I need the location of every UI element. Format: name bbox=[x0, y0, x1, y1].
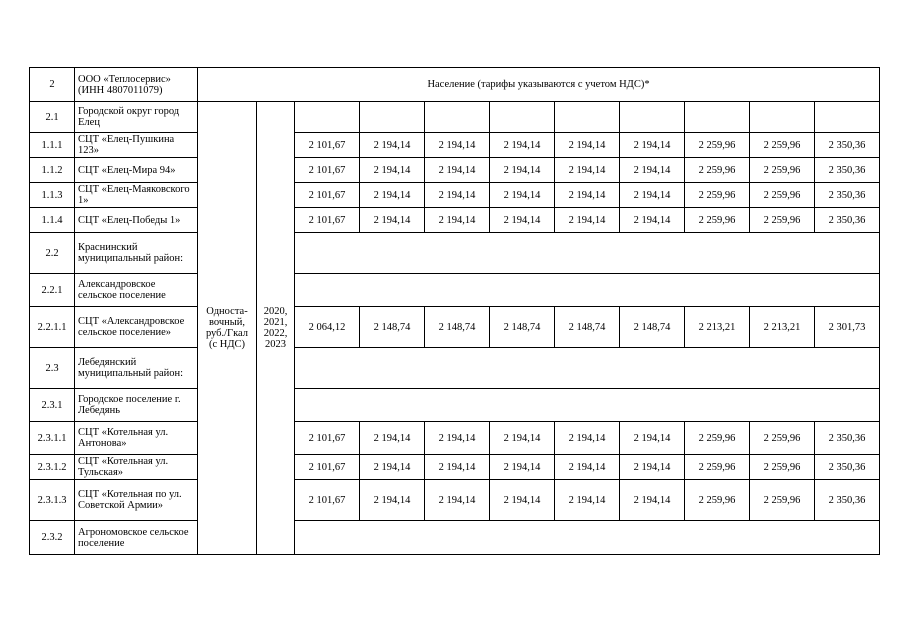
tariff-value-cell: 2 194,14 bbox=[425, 208, 490, 233]
row-number-cell: 2.1 bbox=[30, 102, 75, 133]
tariff-value-cell: 2 259,96 bbox=[750, 455, 815, 480]
table-row bbox=[30, 183, 880, 208]
tariff-value-cell: 2 194,14 bbox=[620, 158, 685, 183]
tariff-value-cell: 2 194,14 bbox=[360, 480, 425, 521]
row-name-cell: Краснинский муниципальный район: bbox=[75, 233, 198, 274]
tariff-value-cell: 2 194,14 bbox=[490, 133, 555, 158]
tariff-value-cell bbox=[490, 102, 555, 133]
tariff-value-cell: 2 259,96 bbox=[685, 480, 750, 521]
table-row bbox=[30, 521, 880, 555]
tariff-value-cell: 2 194,14 bbox=[490, 208, 555, 233]
tariff-value-cell: 2 101,67 bbox=[295, 158, 360, 183]
table-row bbox=[30, 348, 880, 389]
tariff-value-cell bbox=[360, 102, 425, 133]
tariff-value-cell: 2 259,96 bbox=[685, 158, 750, 183]
tariff-value-cell: 2 213,21 bbox=[685, 307, 750, 348]
table-header-row bbox=[30, 68, 880, 102]
tariff-value-cell: 2 194,14 bbox=[555, 480, 620, 521]
tariff-value-cell: 2 194,14 bbox=[555, 422, 620, 455]
tariff-value-cell: 2 148,74 bbox=[555, 307, 620, 348]
tariff-value-cell: 2 194,14 bbox=[620, 133, 685, 158]
tariff-value-cell: 2 194,14 bbox=[555, 183, 620, 208]
row-name-cell: СЦТ «Елец-Мира 94» bbox=[75, 158, 198, 183]
row-name-cell: Александровское сельское поселение bbox=[75, 274, 198, 307]
tariff-value-cell: 2 350,36 bbox=[815, 208, 880, 233]
tariff-value-cell: 2 194,14 bbox=[620, 422, 685, 455]
tariff-value-cell: 2 259,96 bbox=[685, 208, 750, 233]
empty-section-cell bbox=[295, 233, 880, 274]
tariff-value-cell bbox=[750, 102, 815, 133]
tariff-value-cell: 2 194,14 bbox=[360, 183, 425, 208]
tariff-value-cell: 2 350,36 bbox=[815, 455, 880, 480]
tariff-value-cell: 2 194,14 bbox=[490, 455, 555, 480]
tariff-value-cell: 2 194,14 bbox=[360, 158, 425, 183]
row-number-cell: 1.1.1 bbox=[30, 133, 75, 158]
tariff-value-cell: 2 213,21 bbox=[750, 307, 815, 348]
tariff-value-cell: 2 064,12 bbox=[295, 307, 360, 348]
table-row bbox=[30, 480, 880, 521]
tariff-value-cell: 2 259,96 bbox=[750, 422, 815, 455]
tariff-value-cell bbox=[295, 102, 360, 133]
tariff-value-cell: 2 194,14 bbox=[425, 133, 490, 158]
row-name-cell: Лебедянский муниципальный район: bbox=[75, 348, 198, 389]
tariff-value-cell: 2 194,14 bbox=[620, 480, 685, 521]
tariff-value-cell: 2 148,74 bbox=[425, 307, 490, 348]
table-row bbox=[30, 389, 880, 422]
tariff-value-cell: 2 259,96 bbox=[685, 455, 750, 480]
empty-section-cell bbox=[295, 521, 880, 555]
tariff-value-cell bbox=[425, 102, 490, 133]
row-number-cell: 2.3.1.1 bbox=[30, 422, 75, 455]
tariff-value-cell: 2 350,36 bbox=[815, 480, 880, 521]
row-name-cell: Агрономовское сельское поселение bbox=[75, 521, 198, 555]
row-number-cell: 1.1.4 bbox=[30, 208, 75, 233]
tariff-value-cell: 2 101,67 bbox=[295, 208, 360, 233]
tariff-value-cell: 2 194,14 bbox=[490, 422, 555, 455]
tariff-value-cell: 2 148,74 bbox=[360, 307, 425, 348]
table-row bbox=[30, 158, 880, 183]
row-number-cell: 2.3 bbox=[30, 348, 75, 389]
row-name-cell: СЦТ «Котельная ул. Антонова» bbox=[75, 422, 198, 455]
row-name-cell: Городское поселение г. Лебедянь bbox=[75, 389, 198, 422]
row-name-cell: СЦТ «Александровское сельское поселение» bbox=[75, 307, 198, 348]
tariff-type-cell: Односта-вочный, руб./Гкал (с НДС) bbox=[198, 102, 257, 555]
tariff-value-cell bbox=[620, 102, 685, 133]
table-row bbox=[30, 133, 880, 158]
empty-section-cell bbox=[295, 348, 880, 389]
tariff-value-cell: 2 194,14 bbox=[620, 183, 685, 208]
tariff-value-cell: 2 148,74 bbox=[490, 307, 555, 348]
table-row bbox=[30, 233, 880, 274]
row-number-cell: 2.2 bbox=[30, 233, 75, 274]
tariff-value-cell: 2 194,14 bbox=[555, 133, 620, 158]
tariff-value-cell: 2 259,96 bbox=[685, 183, 750, 208]
tariff-value-cell: 2 350,36 bbox=[815, 422, 880, 455]
tariff-value-cell: 2 194,14 bbox=[425, 422, 490, 455]
row-number-cell: 2.3.1.2 bbox=[30, 455, 75, 480]
empty-section-cell bbox=[295, 389, 880, 422]
tariff-value-cell: 2 148,74 bbox=[620, 307, 685, 348]
table-row bbox=[30, 422, 880, 455]
tariff-value-cell: 2 259,96 bbox=[750, 158, 815, 183]
table-row bbox=[30, 274, 880, 307]
row-number-cell: 1.1.2 bbox=[30, 158, 75, 183]
row-number-cell: 1.1.3 bbox=[30, 183, 75, 208]
tariff-value-cell: 2 194,14 bbox=[555, 455, 620, 480]
tariff-value-cell: 2 101,67 bbox=[295, 422, 360, 455]
tariff-value-cell: 2 101,67 bbox=[295, 133, 360, 158]
table-row bbox=[30, 455, 880, 480]
tariff-value-cell: 2 101,67 bbox=[295, 455, 360, 480]
tariff-table bbox=[29, 67, 880, 555]
tariff-value-cell: 2 194,14 bbox=[360, 422, 425, 455]
tariff-value-cell: 2 194,14 bbox=[620, 208, 685, 233]
tariff-value-cell: 2 194,14 bbox=[555, 208, 620, 233]
tariff-value-cell bbox=[555, 102, 620, 133]
empty-section-cell bbox=[295, 274, 880, 307]
row-name-cell: СЦТ «Елец-Победы 1» bbox=[75, 208, 198, 233]
row-number-cell: 2.3.2 bbox=[30, 521, 75, 555]
row-number-cell: 2.3.1.3 bbox=[30, 480, 75, 521]
tariff-value-cell: 2 259,96 bbox=[750, 183, 815, 208]
tariff-value-cell: 2 194,14 bbox=[360, 208, 425, 233]
tariff-value-cell: 2 259,96 bbox=[750, 480, 815, 521]
organization-cell: ООО «Теплосервис» (ИНН 4807011079) bbox=[75, 68, 198, 102]
row-name-cell: СЦТ «Котельная ул. Тульская» bbox=[75, 455, 198, 480]
tariff-value-cell: 2 194,14 bbox=[360, 455, 425, 480]
tariff-value-cell: 2 194,14 bbox=[360, 133, 425, 158]
tariff-value-cell: 2 259,96 bbox=[685, 422, 750, 455]
row-number-cell: 2.3.1 bbox=[30, 389, 75, 422]
tariff-value-cell: 2 301,73 bbox=[815, 307, 880, 348]
population-header-cell: Население (тарифы указываются с учетом НДС)* bbox=[198, 68, 880, 102]
tariff-value-cell: 2 194,14 bbox=[620, 455, 685, 480]
row-name-cell: Городской округ город Елец bbox=[75, 102, 198, 133]
tariff-value-cell: 2 194,14 bbox=[425, 183, 490, 208]
tariff-value-cell: 2 194,14 bbox=[555, 158, 620, 183]
tariff-value-cell: 2 194,14 bbox=[425, 158, 490, 183]
header-number-cell: 2 bbox=[30, 68, 75, 102]
tariff-value-cell: 2 350,36 bbox=[815, 133, 880, 158]
tariff-value-cell: 2 259,96 bbox=[750, 133, 815, 158]
row-number-cell: 2.2.1 bbox=[30, 274, 75, 307]
tariff-value-cell: 2 194,14 bbox=[490, 480, 555, 521]
table-row bbox=[30, 307, 880, 348]
row-name-cell: СЦТ «Котельная по ул. Советской Армии» bbox=[75, 480, 198, 521]
table-row bbox=[30, 102, 880, 133]
tariff-value-cell: 2 194,14 bbox=[425, 480, 490, 521]
tariff-value-cell: 2 350,36 bbox=[815, 158, 880, 183]
years-cell: 2020, 2021, 2022, 2023 bbox=[257, 102, 295, 555]
row-name-cell: СЦТ «Елец-Пушкина 123» bbox=[75, 133, 198, 158]
tariff-value-cell: 2 350,36 bbox=[815, 183, 880, 208]
tariff-table-body bbox=[30, 68, 880, 555]
tariff-value-cell: 2 101,67 bbox=[295, 480, 360, 521]
tariff-value-cell: 2 194,14 bbox=[425, 455, 490, 480]
row-number-cell: 2.2.1.1 bbox=[30, 307, 75, 348]
table-row bbox=[30, 208, 880, 233]
tariff-value-cell: 2 259,96 bbox=[685, 133, 750, 158]
tariff-value-cell: 2 194,14 bbox=[490, 183, 555, 208]
tariff-value-cell: 2 259,96 bbox=[750, 208, 815, 233]
tariff-value-cell: 2 194,14 bbox=[490, 158, 555, 183]
tariff-value-cell: 2 101,67 bbox=[295, 183, 360, 208]
tariff-value-cell bbox=[815, 102, 880, 133]
row-name-cell: СЦТ «Елец-Маяковского 1» bbox=[75, 183, 198, 208]
tariff-value-cell bbox=[685, 102, 750, 133]
